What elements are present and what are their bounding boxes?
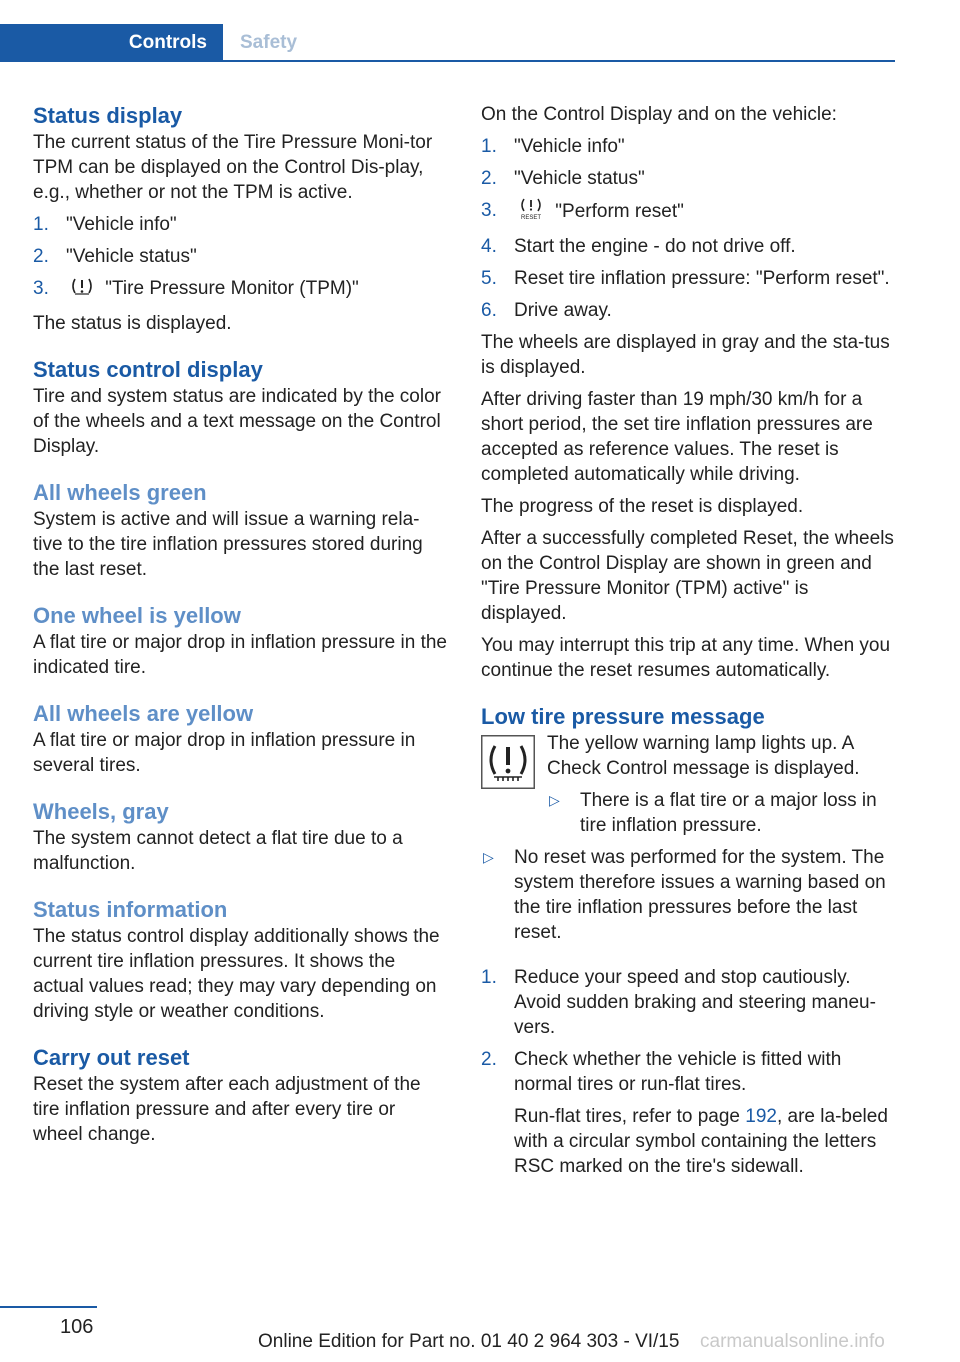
step-number: 3. [481,200,497,221]
wheels-gray-status-text: The wheels are displayed in gray and the sta-tus is displayed. [481,332,890,378]
heading-carry-out-reset: Carry out reset [33,1045,190,1070]
page-number: 106 [60,1316,94,1338]
reset-complete-text: After a successfully completed Reset, the wheels on the Control Display are shown in green and "Tire Pressure Monitor (TPM) active" is displayed. [481,528,894,624]
step-number: 4. [481,236,497,257]
list-item [33,276,449,304]
step-text: "Vehicle info" [66,214,177,235]
list-item [481,266,896,291]
right-column [481,102,896,1186]
list-item [33,244,449,269]
step-text: "Perform reset" [555,201,684,222]
runflat-post: , are la-beled with a circular symbol containing the letters RSC marked on the tire's sidewall. [514,1106,888,1177]
heading-low-tire-pressure: Low tire pressure message [481,704,765,729]
runflat-pre: Run-flat tires, refer to page [514,1106,746,1127]
step-text: "Tire Pressure Monitor (TPM)" [105,278,359,299]
list-item [33,212,449,237]
reset-steps [481,134,896,323]
progress-text: The progress of the reset is displayed. [481,496,804,517]
list-item [481,234,896,259]
cause-text: There is a flat tire or a major loss in tire inflation pressure. [580,790,877,836]
header-tabbar [0,24,895,62]
heading-all-wheels-green: All wheels green [33,480,207,505]
heading-one-wheel-yellow: One wheel is yellow [33,603,241,628]
step-text: "Vehicle info" [514,136,625,157]
list-item [481,198,896,227]
status-displayed-text: The status is displayed. [33,313,232,334]
low-pressure-steps [481,965,896,1179]
step-text: "Vehicle status" [514,168,645,189]
heading-all-wheels-yellow: All wheels are yellow [33,701,254,726]
warning-lamp-text: The yellow warning lamp lights up. A Check Control message is displayed. [547,733,860,779]
step-number: 3. [33,278,49,299]
interrupt-text: You may interrupt this trip at any time. When you continue the reset resumes automatically. [481,635,891,681]
header-rule [0,60,895,62]
status-display-steps [33,212,449,304]
carry-out-reset-body: Reset the system after each adjustment of the tire inflation pressure and after every tire or wheel change. [33,1074,421,1145]
edition-text: Online Edition for Part no. 01 40 2 964 303 - VI/15 [258,1331,680,1352]
step-text: Reduce your speed and stop cautiously. Avoid sudden braking and steering maneu-vers. [514,967,876,1038]
step-number: 5. [481,268,497,289]
tab-controls[interactable]: Controls [0,24,223,62]
step-number: 1. [33,214,49,235]
step-number: 1. [481,967,497,988]
reference-values-text: After driving faster than 19 mph/30 km/h for a short period, the set tire inflation pressures are accepted as reference values. The reset is completed automatically while driving. [481,389,873,485]
heading-status-display: Status display [33,103,183,128]
step-text: "Vehicle status" [66,246,197,267]
step-number: 2. [481,168,497,189]
status-display-body: The current status of the Tire Pressure Moni-tor TPM can be displayed on the Control Dis-play, e.g., whether or not the TPM is active. [33,132,433,203]
one-wheel-yellow-body: A flat tire or major drop in inflation pressure in the indicated tire. [33,632,447,678]
list-item [481,298,896,323]
list-item [481,1047,896,1179]
wheels-gray-body: The system cannot detect a flat tire due to a malfunction. [33,828,403,874]
step-number: 1. [481,136,497,157]
step-text: Drive away. [514,300,612,321]
status-information-body: The status control display additionally shows the current tire inflation pressures. It shows the actual values read; they may vary depending on driving style or weather conditions. [33,926,440,1022]
tire-pressure-icon [70,277,94,304]
page-link-192[interactable]: 192 [745,1106,777,1127]
step-text: Reset tire inflation pressure: "Perform reset". [514,268,890,289]
warning-causes [481,845,896,945]
all-wheels-yellow-body: A flat tire or major drop in inflation pressure in several tires. [33,730,416,776]
warning-lamp-block [481,731,896,838]
step-number: 2. [481,1049,497,1070]
step-number: 2. [33,246,49,267]
step-text: Start the engine - do not drive off. [514,236,796,257]
list-item [547,788,896,838]
warning-causes-inner [547,788,896,838]
step-number: 6. [481,300,497,321]
all-wheels-green-body: System is active and will issue a warning rela-tive to the tire inflation pressures stored during the last reset. [33,509,423,580]
list-item [481,134,896,159]
heading-status-information: Status information [33,897,228,922]
reset-icon-label: RESET [520,215,542,220]
cause-text: No reset was performed for the system. The system therefore issues a warning based on the tire inflation pressures before the last reset. [514,847,886,943]
tab-safety[interactable]: Safety [240,32,298,53]
triangle-bullet-icon: ▷ [483,849,494,865]
list-item [481,166,896,191]
left-column [33,102,449,1154]
step-text: Check whether the vehicle is fitted with normal tires or run-flat tires. [514,1049,842,1095]
tire-reset-icon [518,198,544,227]
runflat-text [514,1104,896,1179]
status-control-body: Tire and system status are indicated by the color of the wheels and a text message on the Control Display. [33,386,441,457]
tire-pressure-warning-icon [481,735,535,789]
triangle-bullet-icon: ▷ [549,792,560,808]
footer-rule [0,1306,97,1308]
list-item [481,845,896,945]
watermark: carmanualsonline.info [700,1331,885,1352]
list-item [481,965,896,1040]
heading-wheels-gray: Wheels, gray [33,799,169,824]
reset-intro: On the Control Display and on the vehicle: [481,104,837,125]
heading-status-control-display: Status control display [33,357,263,382]
